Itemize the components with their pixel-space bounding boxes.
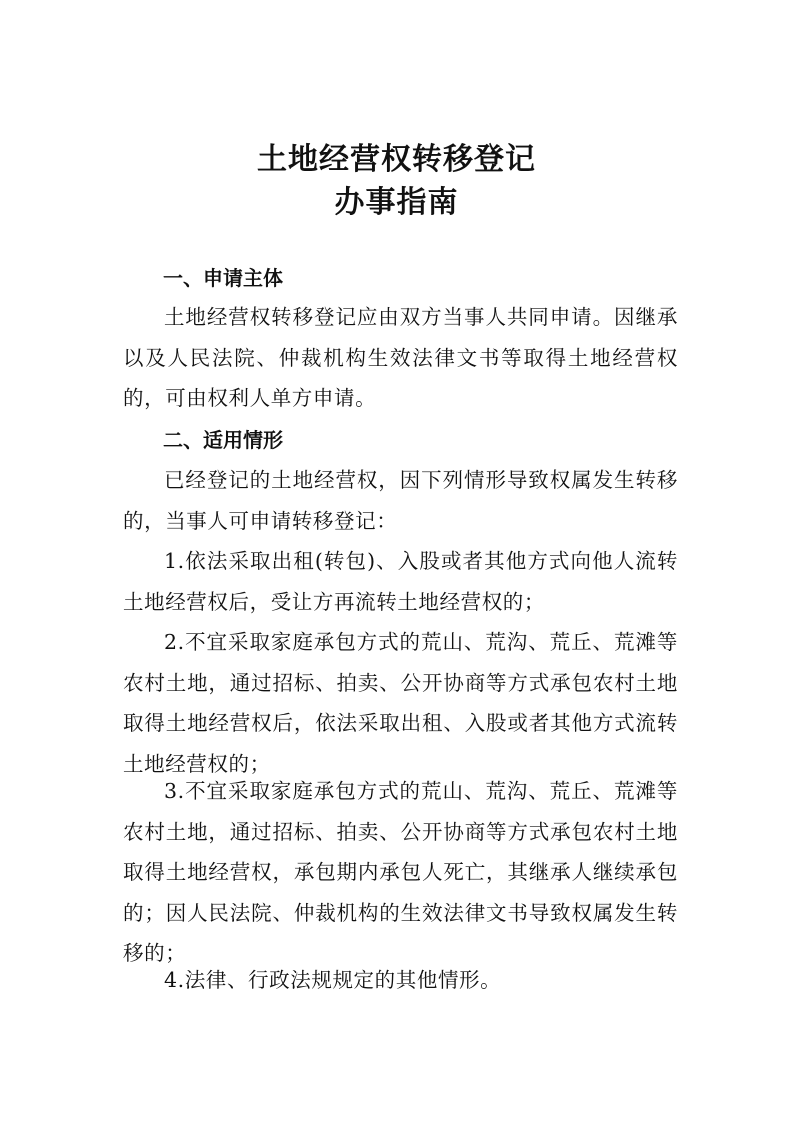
section-heading-scenarios: 二、适用情形 [163, 428, 283, 452]
list-item-4: 4.法律、行政法规规定的其他情形。 [164, 968, 502, 992]
list-item-2: 2.不宜采取家庭承包方式的荒山、荒沟、荒丘、荒滩等农村土地，通过招标、拍卖、公开协商等方式承包农村土地取得土地经营权后，依法采取出租、入股或者其他方式流转土地经营权的； [123, 630, 678, 776]
list-item-1: 1.依法采取出租(转包)、入股或者其他方式向他人流转土地经营权后，受让方再流转土地经营权的； [123, 549, 678, 614]
paragraph-scenarios-intro: 已经登记的土地经营权，因下列情形导致权属发生转移的，当事人可申请转移登记： [123, 468, 678, 533]
paragraph-applicant: 土地经营权转移登记应由双方当事人共同申请。因继承以及人民法院、仲裁机构生效法律文书等取得土地经营权的，可由权利人单方申请。 [123, 305, 678, 410]
document-subtitle: 办事指南 [334, 185, 459, 220]
document-title: 土地经营权转移登记 [257, 142, 536, 177]
list-item-3: 3.不宜采取家庭承包方式的荒山、荒沟、荒丘、荒滩等农村土地，通过招标、拍卖、公开协商等方式承包农村土地取得土地经营权，承包期内承包人死亡，其继承人继续承包的；因人民法院、仲裁机构的生效法律文书导致权属发生转移的； [123, 779, 678, 965]
section-heading-applicant: 一、申请主体 [163, 266, 283, 290]
